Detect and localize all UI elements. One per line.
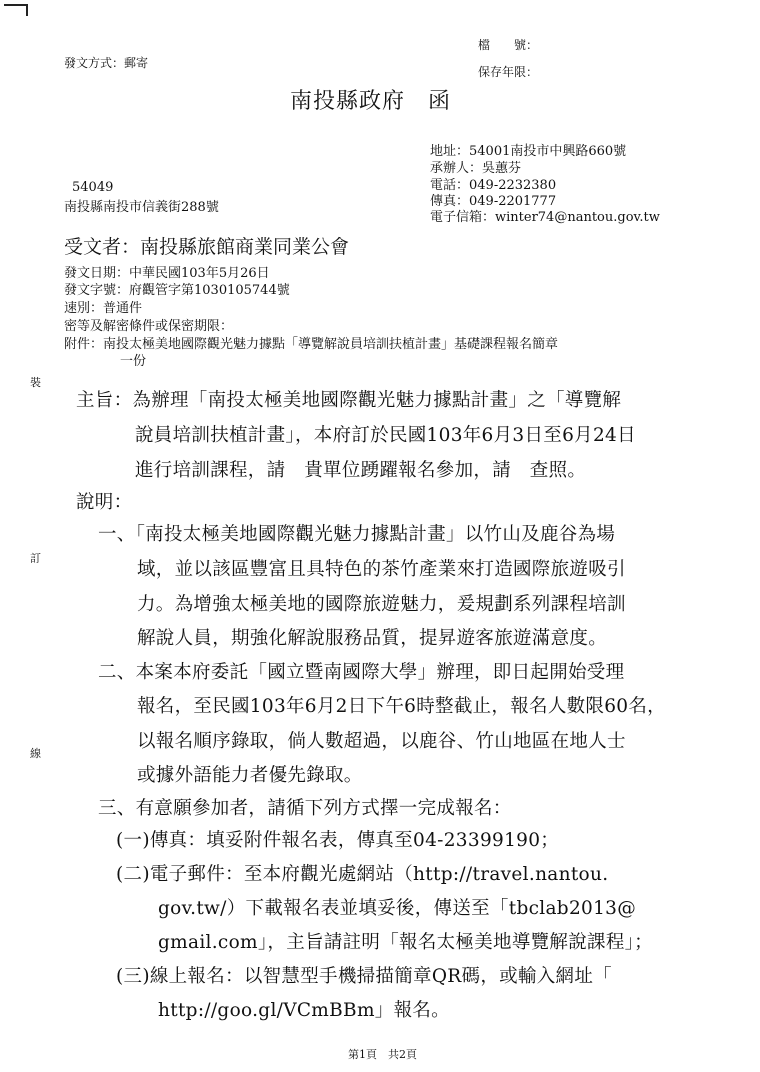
secrecy-level: 密等及解密條件或保密期限： — [64, 319, 234, 334]
subject-line: 主旨：為辦理「南投太極美地國際觀光魅力據點計畫」之「導覽解 — [76, 390, 622, 411]
explanation-item-1: 一、「南投太極美地國際觀光魅力據點計畫」以竹山及鹿谷為場 — [98, 524, 616, 545]
sender-contact: 承辦人：吳蕙芬 — [430, 161, 522, 176]
sender-fax: 傳真：049-2201777 — [430, 194, 557, 209]
method-email: (二)電子郵件：至本府觀光處網站（http://travel.nantou. — [116, 864, 609, 885]
binding-mark: 訂 — [30, 552, 41, 565]
explanation-item-1: 解說人員，期強化解說服務品質，提昇遊客旅遊滿意度。 — [137, 628, 608, 649]
sender-address: 地址：54001南投市中興路660號 — [430, 144, 627, 159]
sender-phone: 電話：049-2232380 — [430, 178, 557, 193]
explanation-heading: 說明： — [76, 492, 133, 513]
explanation-item-1: 域，並以該區豐富且具特色的茶竹產業來打造國際旅遊吸引 — [137, 559, 626, 580]
explanation-item-2: 或據外語能力者優先錄取。 — [137, 765, 363, 786]
issue-date: 發文日期：中華民國103年5月26日 — [64, 266, 270, 281]
binding-mark: 裝 — [30, 376, 41, 389]
reference-number: 發文字號：府觀管字第1030105744號 — [64, 283, 290, 298]
document-title: 南投縣政府 函 — [290, 89, 452, 114]
recipient-address: 南投縣南投市信義街288號 — [64, 200, 219, 215]
recipient-postal-code: 54049 — [72, 180, 114, 195]
explanation-item-1: 力。為增強太極美地的國際旅遊魅力，爰規劃系列課程培訓 — [137, 594, 626, 615]
attachment-line-1: 附件：南投太極美地國際觀光魅力據點「導覽解說員培訓扶植計畫」基礎課程報名簡章 — [64, 337, 559, 352]
binding-mark: 線 — [30, 747, 41, 760]
method-online: http://goo.gl/VCmBBm」報名。 — [158, 1000, 450, 1021]
method-fax: (一)傳真：填妥附件報名表，傳真至04-23399190； — [116, 830, 560, 851]
file-number: 檔 號： — [478, 38, 539, 52]
explanation-item-2: 以報名順序錄取，倘人數超過，以鹿谷、竹山地區在地人士 — [137, 731, 626, 752]
speed-class: 速別：普通件 — [64, 301, 143, 316]
explanation-item-2: 報名，至民國103年6月2日下午6時整截止，報名人數限60名， — [137, 696, 666, 717]
send-method: 發文方式：郵寄 — [64, 56, 149, 70]
subject-line: 進行培訓課程，請 貴單位踴躍報名參加，請 查照。 — [135, 460, 587, 481]
sender-email: 電子信箱：winter74@nantou.gov.tw — [430, 210, 660, 225]
recipient: 受文者：南投縣旅館商業同業公會 — [64, 236, 350, 258]
method-online: (三)線上報名：以智慧型手機掃描簡章QR碼，或輸入網址「 — [116, 966, 612, 987]
page-number: 第1頁 共2頁 — [348, 1048, 417, 1061]
explanation-item-2: 二、本案本府委託「國立暨南國際大學」辦理，即日起開始受理 — [98, 662, 625, 683]
subject-line: 說員培訓扶植計畫」，本府訂於民國103年6月3日至6月24日 — [135, 425, 636, 446]
method-email: gov.tw/）下載報名表並填妥後，傳送至「tbclab2013@ — [158, 898, 637, 919]
method-email: gmail.com」，主旨請註明「報名太極美地導覽解說課程」； — [158, 932, 653, 953]
attachment-line-2: 一份 — [120, 354, 147, 369]
corner-fold-mark — [4, 4, 28, 16]
explanation-item-3: 三、有意願參加者，請循下列方式擇一完成報名： — [98, 798, 512, 819]
retention-period: 保存年限： — [478, 65, 539, 79]
